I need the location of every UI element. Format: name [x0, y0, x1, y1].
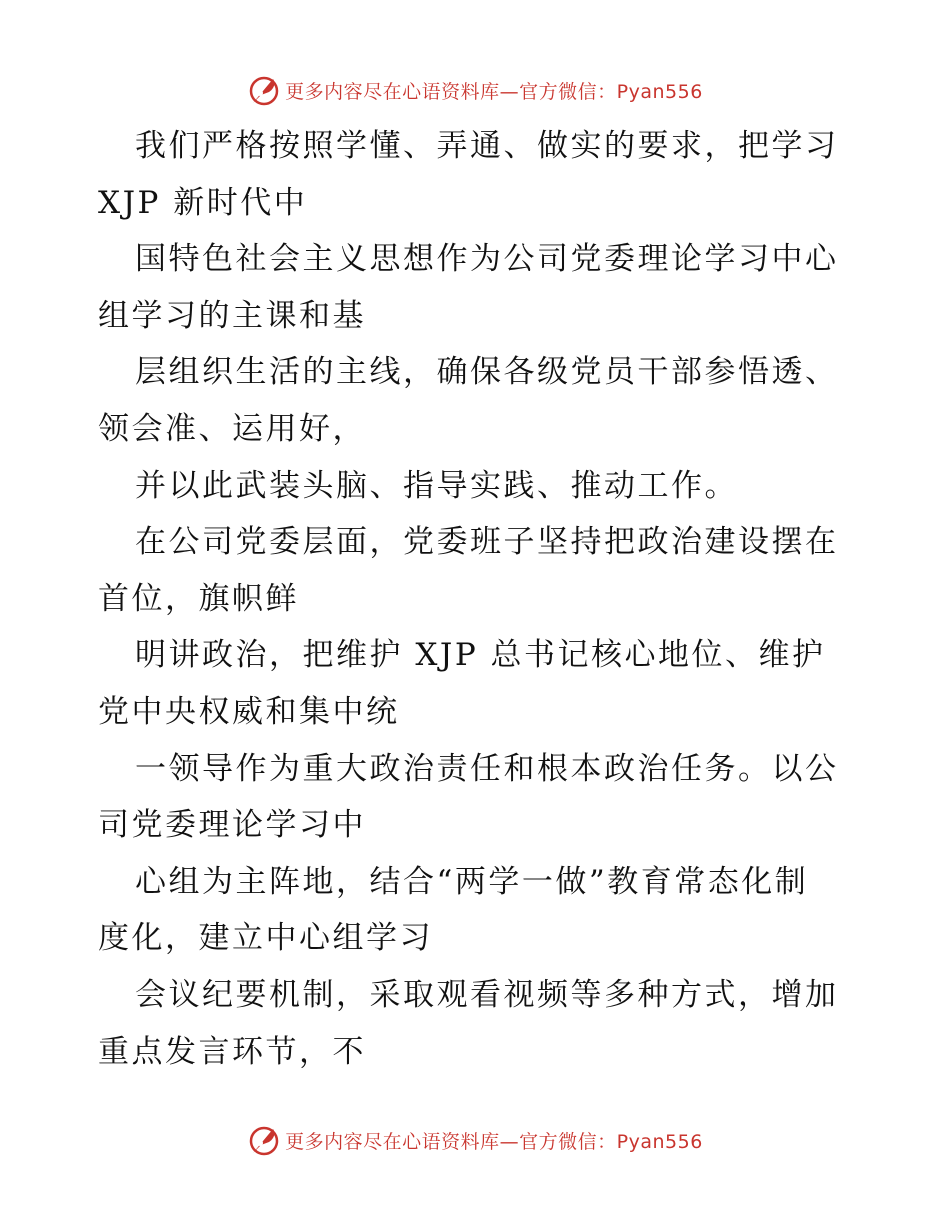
- footer-banner-label: 更多内容尽在心语资料库—官方微信：: [285, 1130, 617, 1153]
- footer-banner-text: [285, 1127, 703, 1154]
- body-line: 并以此武装头脑、指导实践、推动工作。: [135, 467, 738, 504]
- body-line: 一领导作为重大政治责任和根本政治任务。以公: [135, 750, 839, 787]
- header-banner: [0, 70, 950, 110]
- feather-logo-icon: [247, 73, 281, 107]
- body-line: XJP 新时代中: [98, 184, 308, 221]
- body-line: 首位，旗帜鲜: [98, 580, 299, 617]
- feather-logo-icon: [247, 1123, 281, 1157]
- body-line: 心组为主阵地，结合“两学一做”教育常态化制: [135, 863, 809, 900]
- document-body: [98, 118, 858, 1080]
- body-line: 领会准、运用好，: [98, 410, 366, 447]
- body-line: 层组织生活的主线，确保各级党员干部参悟透、: [135, 354, 839, 391]
- footer-banner: [0, 1120, 950, 1160]
- body-line: 明讲政治，把维护 XJP 总书记核心地位、维护: [135, 637, 826, 674]
- footer-wechat-id: Pyan556: [616, 1130, 703, 1153]
- body-line: 重点发言环节，不: [98, 1033, 366, 1070]
- header-wechat-id: Pyan556: [616, 80, 703, 103]
- body-line: 组学习的主课和基: [98, 297, 366, 334]
- header-banner-text: [285, 77, 703, 104]
- body-line: 国特色社会主义思想作为公司党委理论学习中心: [135, 241, 839, 278]
- body-line: 司党委理论学习中: [98, 807, 366, 844]
- body-line: 我们严格按照学懂、弄通、做实的要求，把学习: [135, 128, 839, 164]
- body-line: 党中央权威和集中统: [98, 693, 400, 730]
- body-line: 在公司党委层面，党委班子坚持把政治建设摆在: [135, 524, 839, 561]
- body-line: 度化，建立中心组学习: [98, 920, 433, 957]
- header-banner-label: 更多内容尽在心语资料库—官方微信：: [285, 80, 617, 103]
- body-line: 会议纪要机制，采取观看视频等多种方式，增加: [135, 976, 839, 1013]
